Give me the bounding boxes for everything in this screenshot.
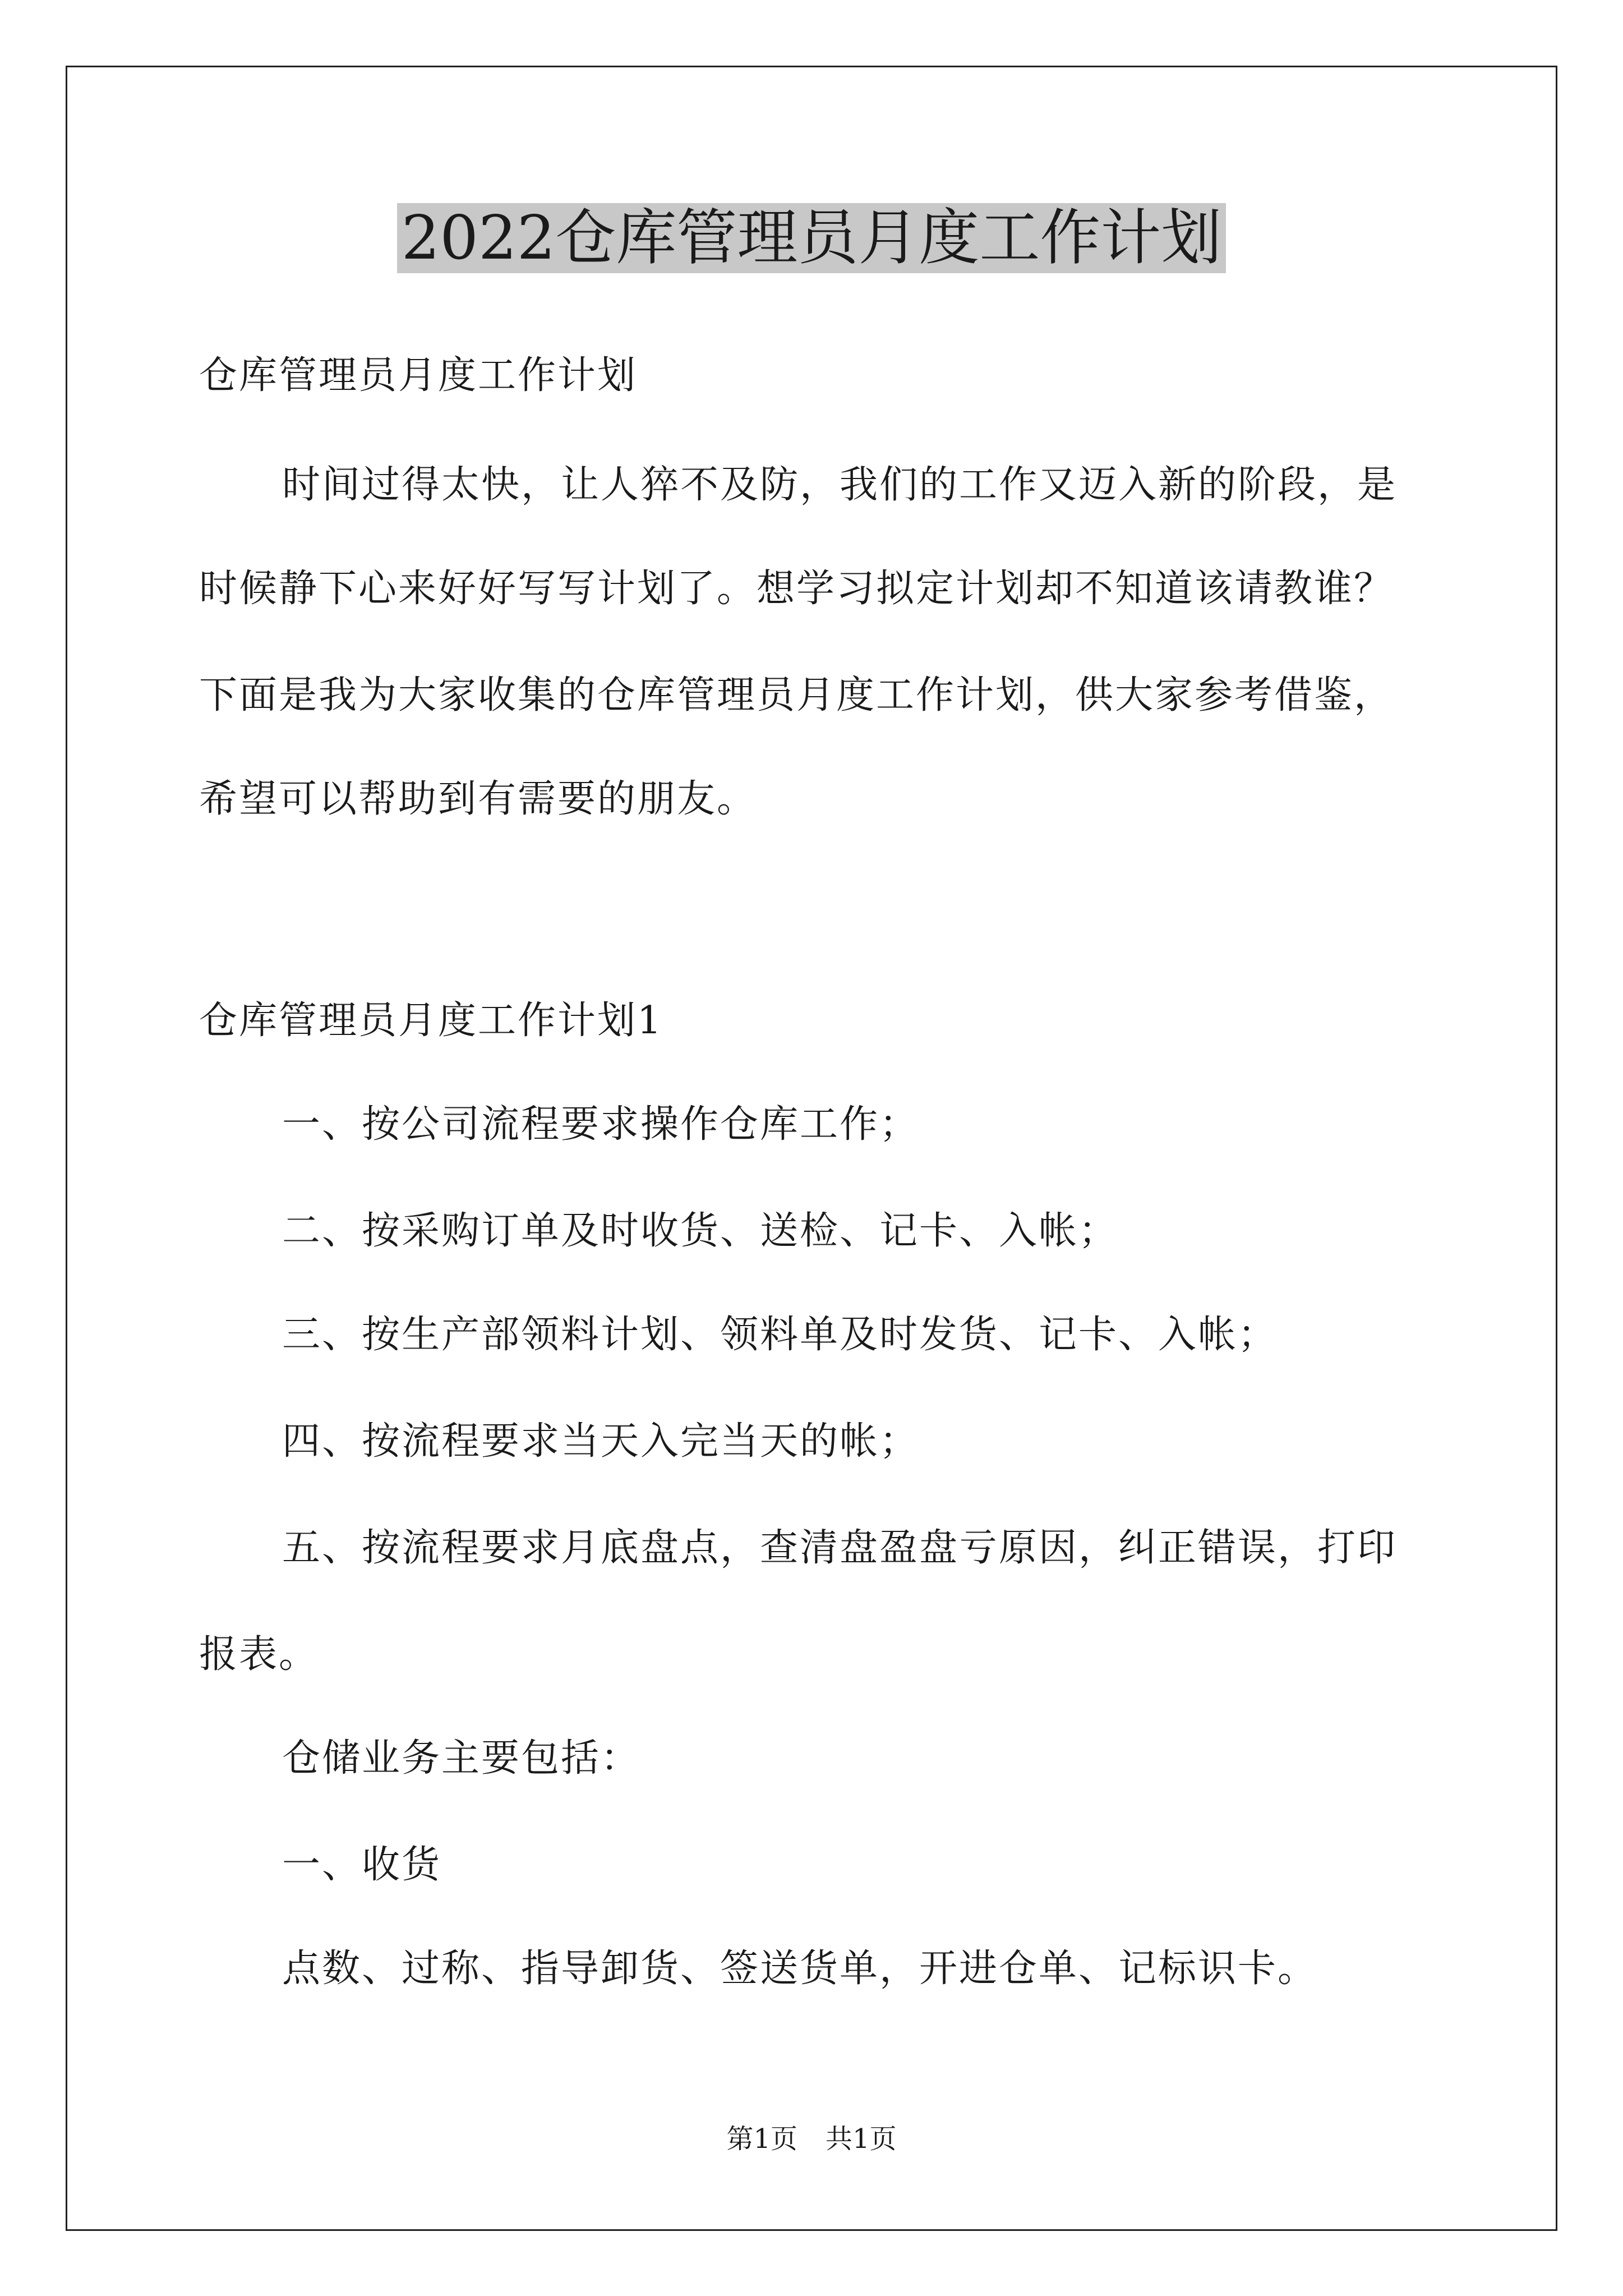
receiving-details: 点数、过称、指导卸货、签送货单，开进仓单、记标识卡。 bbox=[282, 1947, 1318, 1991]
intro-line-4: 希望可以帮助到有需要的朋友。 bbox=[199, 777, 757, 821]
subtitle-line: 仓库管理员月度工作计划 bbox=[199, 353, 638, 398]
list-item-4: 四、按流程要求当天入完当天的帐； bbox=[282, 1419, 920, 1464]
page-total: 共1页 bbox=[826, 2123, 897, 2155]
section-heading: 仓库管理员月度工作计划1 bbox=[199, 999, 663, 1043]
list-item-2: 二、按采购订单及时收货、送检、记卡、入帐； bbox=[282, 1209, 1119, 1253]
page-number: 第1页 bbox=[726, 2123, 797, 2155]
subheading-receiving: 一、收货 bbox=[282, 1843, 442, 1887]
list-item-5-continued: 报表。 bbox=[199, 1632, 319, 1677]
intro-line-3: 下面是我为大家收集的仓库管理员月度工作计划，供大家参考借鉴， bbox=[199, 673, 1394, 717]
page-footer bbox=[0, 2119, 1623, 2159]
list-item-3: 三、按生产部领料计划、领料单及时发货、记卡、入帐； bbox=[282, 1313, 1278, 1357]
storage-intro: 仓储业务主要包括： bbox=[282, 1736, 641, 1780]
document-title bbox=[0, 196, 1623, 280]
list-item-5: 五、按流程要求月底盘点，查清盘盈盘亏原因，纠正错误，打印 bbox=[282, 1526, 1398, 1570]
intro-line-2: 时候静下心来好好写写计划了。想学习拟定计划却不知道该请教谁？ bbox=[199, 567, 1394, 611]
document-title-text: 2022仓库管理员月度工作计划 bbox=[397, 203, 1227, 273]
intro-line-1: 时间过得太快，让人猝不及防，我们的工作又迈入新的阶段，是 bbox=[282, 463, 1398, 507]
list-item-1: 一、按公司流程要求操作仓库工作； bbox=[282, 1102, 920, 1147]
